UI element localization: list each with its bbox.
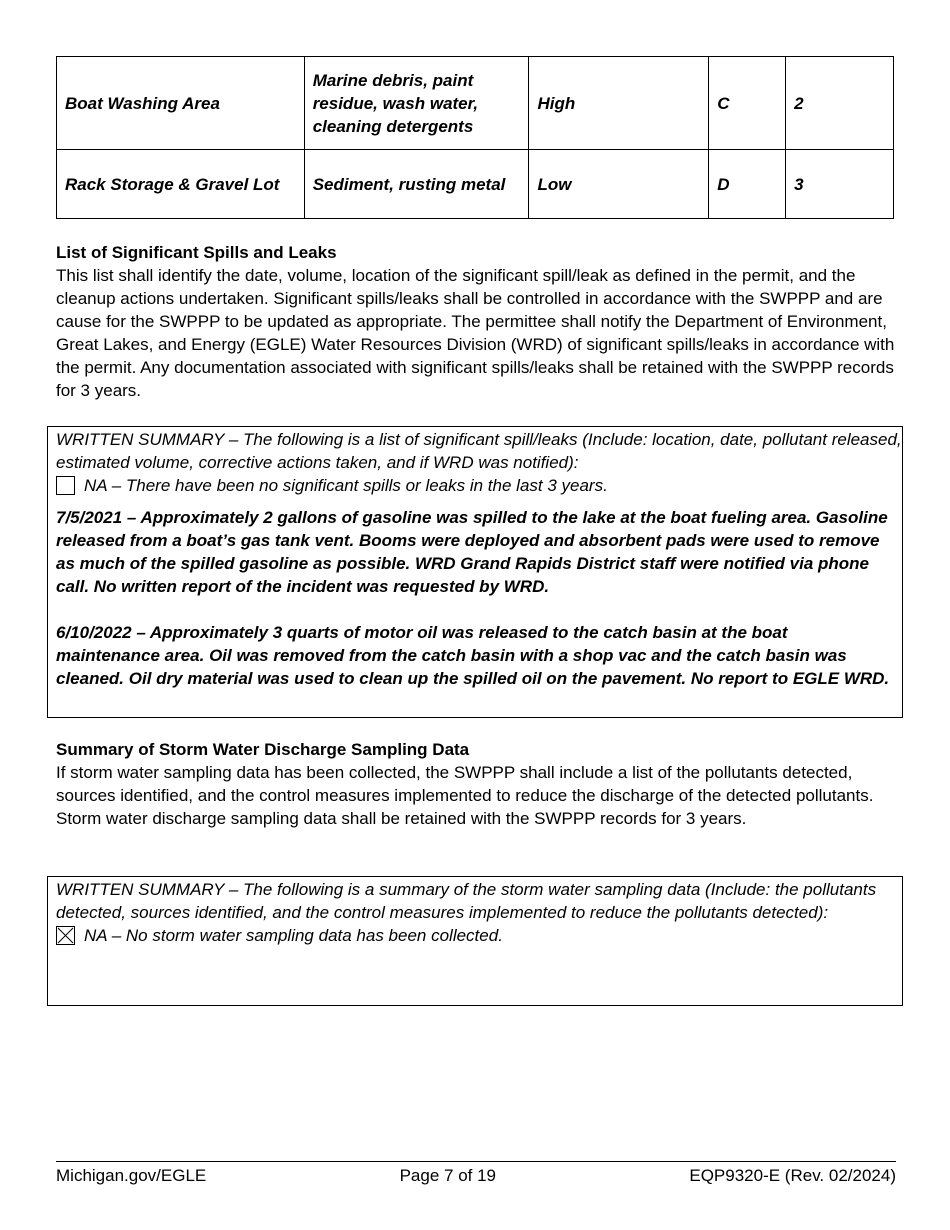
spills-heading: List of Significant Spills and Leaks [56, 243, 337, 262]
spills-summary-box [47, 426, 903, 718]
sampling-na-checkbox[interactable] [56, 926, 75, 945]
spills-na-label: NA – There have been no significant spills or leaks in the last 3 years. [84, 476, 608, 495]
footer-form-id: EQP9320-E (Rev. 02/2024) [689, 1166, 896, 1185]
area-cell: Rack Storage & Gravel Lot [57, 150, 305, 219]
table-row [57, 150, 894, 219]
table-row [57, 57, 894, 150]
sampling-heading: Summary of Storm Water Discharge Sampling Data [56, 740, 470, 759]
sampling-summary-box [47, 876, 903, 1006]
sampling-description: If storm water sampling data has been collected, the SWPPP shall include a list of the pollutants detected, sources identified, and the control measures implemented to reduce the discharge of the detected pollutants. Storm water discharge sampling data shall be retained with the SWPPP records for 3 years. [56, 763, 874, 828]
spill-entry: 7/5/2021 – Approximately 2 gallons of gasoline was spilled to the lake at the boat fueling area. Gasoline released from a boat’s gas tank vent. Booms were deployed and absorbent pads were used to remove as much of the spilled gasoline as possible. WRD Grand Rapids District staff were notified via phone call. No written report of the incident was requested by WRD. [56, 508, 888, 596]
number-cell: 3 [786, 150, 894, 219]
pollutants-cell: Marine debris, paint residue, wash water, cleaning detergents [304, 57, 529, 150]
spills-na-option [56, 474, 902, 497]
footer-website: Michigan.gov/EGLE [56, 1166, 207, 1185]
page-footer [56, 1161, 896, 1187]
spills-na-checkbox[interactable] [56, 476, 75, 495]
checkbox-cross-icon [57, 927, 74, 944]
sampling-summary-intro: WRITTEN SUMMARY – The following is a summary of the storm water sampling data (Include: the pollutants detected, sources identified, and the control measures implemented to reduce the pollutants detected): [56, 880, 877, 922]
spills-summary-intro: WRITTEN SUMMARY – The following is a list of significant spill/leaks (Include: location, date, pollutant released, estimated volume, corrective actions taken, and if WRD was notified): [56, 430, 902, 472]
sampling-na-label: NA – No storm water sampling data has been collected. [84, 926, 503, 945]
risk-cell: High [529, 57, 709, 150]
pollutants-cell: Sediment, rusting metal [304, 150, 529, 219]
rating-cell: D [709, 150, 786, 219]
activity-table [56, 56, 894, 219]
footer-page-number: Page 7 of 19 [399, 1166, 497, 1185]
rating-cell: C [709, 57, 786, 150]
spills-description: This list shall identify the date, volume, location of the significant spill/leak as defined in the permit, and the cleanup actions undertaken. Significant spills/leaks shall be controlled in accordance with the SWPPP and are cause for the SWPPP to be updated as appropriate. The permittee shall notify the Department of Environment, Great Lakes, and Energy (EGLE) Water Resources Division (WRD) of significant spills/leaks in accordance with the permit. Any documentation associated with significant spills/leaks shall be retained with the SWPPP records for 3 years. [56, 266, 895, 400]
sampling-na-option [56, 924, 902, 947]
number-cell: 2 [786, 57, 894, 150]
risk-cell: Low [529, 150, 709, 219]
area-cell: Boat Washing Area [57, 57, 305, 150]
spill-entry: 6/10/2022 – Approximately 3 quarts of motor oil was released to the catch basin at the boat maintenance area. Oil was removed from the catch basin with a shop vac and the catch basin was cleaned. Oil dry material was used to clean up the spilled oil on the pavement. No report to EGLE WRD. [56, 623, 890, 688]
